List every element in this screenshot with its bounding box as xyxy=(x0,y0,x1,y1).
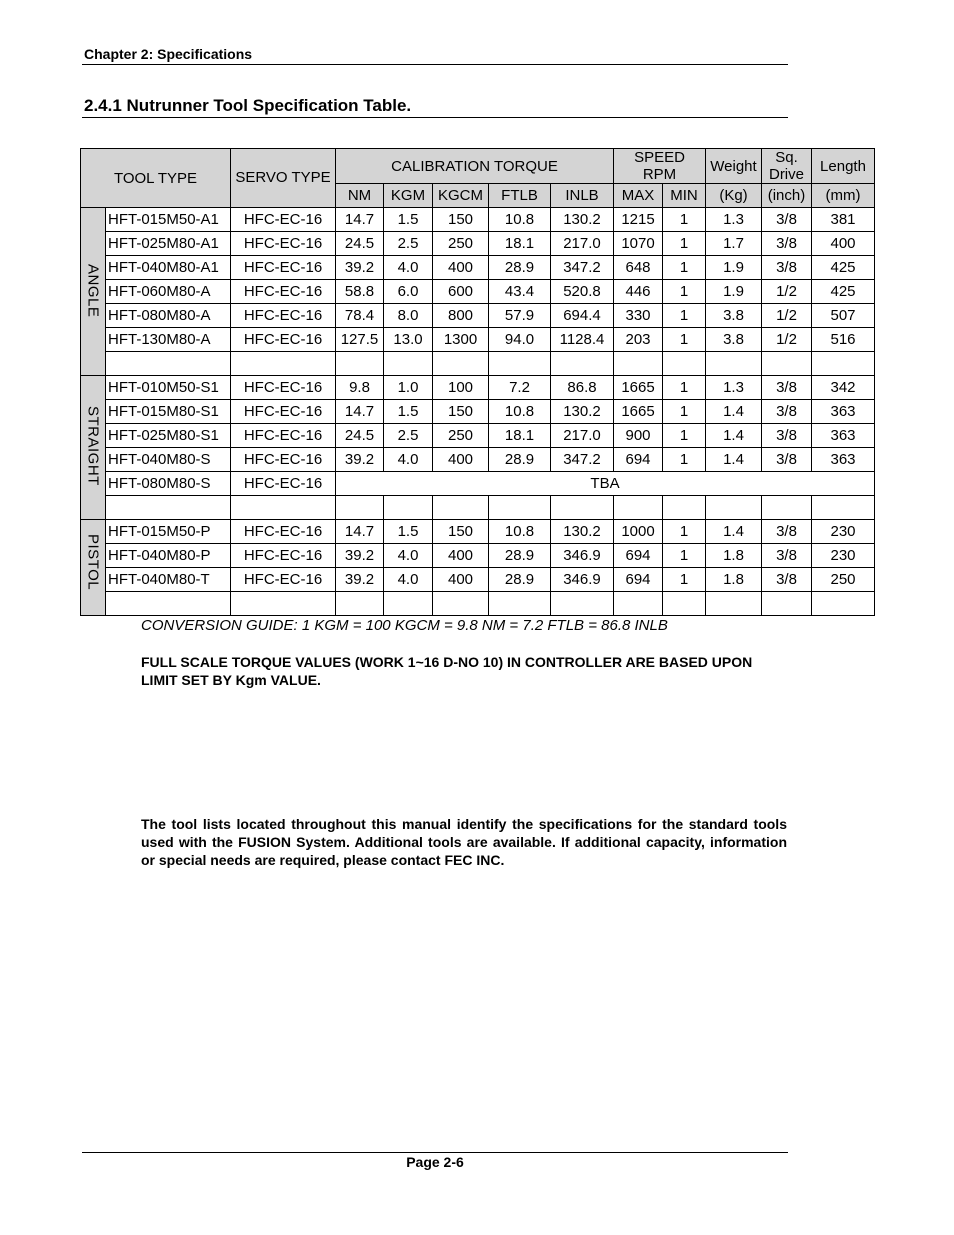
table-cell: 14.7 xyxy=(336,400,384,424)
table-cell: 10.8 xyxy=(489,208,551,232)
table-cell xyxy=(551,496,614,520)
table-cell xyxy=(231,352,336,376)
table-cell: 1128.4 xyxy=(551,328,614,352)
table-cell: 1 xyxy=(663,304,706,328)
tool-name-cell: HFT-015M80-S1 xyxy=(106,400,231,424)
table-cell: 1/2 xyxy=(762,304,812,328)
table-cell: 1 xyxy=(663,208,706,232)
table-cell: 18.1 xyxy=(489,424,551,448)
table-cell: 1 xyxy=(663,328,706,352)
table-cell: 507 xyxy=(812,304,875,328)
header-min: MIN xyxy=(663,184,706,208)
table-cell: 342 xyxy=(812,376,875,400)
table-cell: 28.9 xyxy=(489,568,551,592)
table-cell: 10.8 xyxy=(489,400,551,424)
tool-name-cell: HFT-015M50-A1 xyxy=(106,208,231,232)
table-cell: HFC-EC-16 xyxy=(231,304,336,328)
table-row xyxy=(81,448,875,472)
table-row xyxy=(81,208,875,232)
table-cell: 6.0 xyxy=(384,280,433,304)
table-cell: 1.5 xyxy=(384,400,433,424)
tool-name-cell: HFT-015M50-P xyxy=(106,520,231,544)
blank-row xyxy=(81,352,875,376)
table-cell: 1 xyxy=(663,448,706,472)
table-cell: 3/8 xyxy=(762,520,812,544)
blank-row xyxy=(81,496,875,520)
table-cell: 1 xyxy=(663,568,706,592)
table-cell: 694 xyxy=(614,448,663,472)
table-cell: 363 xyxy=(812,400,875,424)
table-cell: 217.0 xyxy=(551,424,614,448)
table-cell: 363 xyxy=(812,448,875,472)
table-row xyxy=(81,520,875,544)
table-cell xyxy=(663,592,706,616)
table-cell: 347.2 xyxy=(551,448,614,472)
tool-list-note: The tool lists located throughout this manual identify the specifications for the standard tools used with the FUSION System. Additional tools are available. If additional capacity, information or special needs are required, please contact FEC INC. xyxy=(141,816,787,868)
table-cell: 4.0 xyxy=(384,256,433,280)
table-cell: 1.4 xyxy=(706,448,762,472)
header-inlb: INLB xyxy=(551,184,614,208)
table-cell: HFC-EC-16 xyxy=(231,472,336,496)
table-cell: 39.2 xyxy=(336,544,384,568)
section-title: 2.4.1 Nutrunner Tool Specification Table. xyxy=(84,96,412,115)
table-cell: 400 xyxy=(433,544,489,568)
table-cell: 1665 xyxy=(614,376,663,400)
table-cell xyxy=(336,496,384,520)
tool-name-cell: HFT-080M80-A xyxy=(106,304,231,328)
table-cell: HFC-EC-16 xyxy=(231,520,336,544)
table-cell xyxy=(663,496,706,520)
table-cell: 86.8 xyxy=(551,376,614,400)
nutrunner-spec-table xyxy=(80,148,875,616)
header-sq-drive: Sq. Drive xyxy=(762,149,812,184)
table-cell: 425 xyxy=(812,280,875,304)
tool-name-cell: HFT-040M80-P xyxy=(106,544,231,568)
pistol-group xyxy=(81,520,875,616)
table-cell xyxy=(812,496,875,520)
header-inch: (inch) xyxy=(762,184,812,208)
table-cell: 94.0 xyxy=(489,328,551,352)
table-cell: 1665 xyxy=(614,400,663,424)
header-length: Length xyxy=(812,149,875,184)
table-cell: 39.2 xyxy=(336,568,384,592)
header-ftlb: FTLB xyxy=(489,184,551,208)
table-cell xyxy=(663,352,706,376)
tool-name-cell: HFT-060M80-A xyxy=(106,280,231,304)
category-pistol xyxy=(81,520,106,616)
tool-name-cell: HFT-040M80-S xyxy=(106,448,231,472)
table-row xyxy=(81,376,875,400)
table-cell: 8.0 xyxy=(384,304,433,328)
table-cell: 43.4 xyxy=(489,280,551,304)
table-row xyxy=(81,400,875,424)
table-cell: 1300 xyxy=(433,328,489,352)
table-cell: 150 xyxy=(433,400,489,424)
table-cell xyxy=(706,352,762,376)
table-cell: 520.8 xyxy=(551,280,614,304)
category-label: ANGLE xyxy=(84,264,102,318)
table-cell: HFC-EC-16 xyxy=(231,232,336,256)
table-cell: 1 xyxy=(663,400,706,424)
table-cell: 57.9 xyxy=(489,304,551,328)
table-cell: 24.5 xyxy=(336,232,384,256)
table-cell: 9.8 xyxy=(336,376,384,400)
table-cell: 347.2 xyxy=(551,256,614,280)
chapter-header: Chapter 2: Specifications xyxy=(84,46,253,62)
straight-group xyxy=(81,376,875,520)
table-cell: HFC-EC-16 xyxy=(231,256,336,280)
table-cell: 18.1 xyxy=(489,232,551,256)
table-cell xyxy=(489,352,551,376)
table-cell: 330 xyxy=(614,304,663,328)
table-cell: HFC-EC-16 xyxy=(231,280,336,304)
table-cell: 1.9 xyxy=(706,280,762,304)
table-cell: 58.8 xyxy=(336,280,384,304)
table-cell: 400 xyxy=(812,232,875,256)
footer-rule xyxy=(82,1152,788,1153)
table-cell xyxy=(614,496,663,520)
table-cell: 1 xyxy=(663,544,706,568)
table-cell: 150 xyxy=(433,208,489,232)
table-cell xyxy=(762,352,812,376)
full-scale-note: FULL SCALE TORQUE VALUES (WORK 1~16 D-NO 10) IN CONTROLLER ARE BASED UPON LIMIT SET BY Kgm VALUE. xyxy=(141,654,753,688)
table-row xyxy=(81,544,875,568)
table-cell xyxy=(336,352,384,376)
table-cell xyxy=(433,592,489,616)
table-cell: 39.2 xyxy=(336,256,384,280)
table-cell: 1 xyxy=(663,280,706,304)
table-cell: 230 xyxy=(812,544,875,568)
table-cell: 150 xyxy=(433,520,489,544)
table-cell: 3/8 xyxy=(762,400,812,424)
table-cell: 1 xyxy=(663,520,706,544)
category-label: STRAIGHT xyxy=(84,406,102,486)
table-cell: 3/8 xyxy=(762,256,812,280)
table-cell xyxy=(231,496,336,520)
tool-name-cell: HFT-130M80-A xyxy=(106,328,231,352)
table-cell: HFC-EC-16 xyxy=(231,208,336,232)
table-cell: 3/8 xyxy=(762,448,812,472)
tool-name-cell: HFT-025M80-S1 xyxy=(106,424,231,448)
table-row xyxy=(81,232,875,256)
conversion-guide: CONVERSION GUIDE: 1 KGM = 100 KGCM = 9.8 NM = 7.2 FTLB = 86.8 INLB xyxy=(141,617,668,634)
table-cell: 28.9 xyxy=(489,544,551,568)
category-straight xyxy=(81,376,106,520)
table-cell: 1.0 xyxy=(384,376,433,400)
table-cell: 1.4 xyxy=(706,400,762,424)
table-cell: 3/8 xyxy=(762,544,812,568)
table-cell: 900 xyxy=(614,424,663,448)
table-cell xyxy=(762,592,812,616)
table-cell: 1/2 xyxy=(762,328,812,352)
table-cell: 230 xyxy=(812,520,875,544)
table-cell: 1 xyxy=(663,232,706,256)
table-cell: 425 xyxy=(812,256,875,280)
header-kgm: KGM xyxy=(384,184,433,208)
table-cell xyxy=(614,592,663,616)
header-rule xyxy=(82,64,788,65)
category-angle xyxy=(81,208,106,376)
table-cell: 694 xyxy=(614,568,663,592)
table-cell xyxy=(384,592,433,616)
table-cell xyxy=(762,496,812,520)
blank-row xyxy=(81,592,875,616)
table-cell: 203 xyxy=(614,328,663,352)
table-cell: 1.4 xyxy=(706,520,762,544)
table-cell: 24.5 xyxy=(336,424,384,448)
table-cell: 250 xyxy=(433,424,489,448)
tool-name-cell: HFT-040M80-A1 xyxy=(106,256,231,280)
table-cell: 2.5 xyxy=(384,424,433,448)
table-cell: 3/8 xyxy=(762,232,812,256)
table-cell xyxy=(106,496,231,520)
table-cell: 1.4 xyxy=(706,424,762,448)
table-cell: 130.2 xyxy=(551,400,614,424)
table-cell: 3/8 xyxy=(762,568,812,592)
table-cell: 1/2 xyxy=(762,280,812,304)
table-cell: 400 xyxy=(433,568,489,592)
tba-cell: TBA xyxy=(336,472,875,496)
table-cell: 2.5 xyxy=(384,232,433,256)
table-cell: 381 xyxy=(812,208,875,232)
table-cell: 1.3 xyxy=(706,376,762,400)
table-cell: 3/8 xyxy=(762,424,812,448)
table-cell xyxy=(106,352,231,376)
table-cell: 346.9 xyxy=(551,544,614,568)
table-row xyxy=(81,304,875,328)
table-cell: HFC-EC-16 xyxy=(231,328,336,352)
table-cell: 1.5 xyxy=(384,520,433,544)
page-number: Page 2-6 xyxy=(406,1154,464,1170)
table-cell: 400 xyxy=(433,256,489,280)
table-cell xyxy=(384,352,433,376)
table-cell xyxy=(812,592,875,616)
tool-name-cell: HFT-040M80-T xyxy=(106,568,231,592)
table-cell xyxy=(551,352,614,376)
table-cell xyxy=(551,592,614,616)
header-weight: Weight xyxy=(706,149,762,184)
header-mm: (mm) xyxy=(812,184,875,208)
table-cell: 3/8 xyxy=(762,208,812,232)
header-servo-type: SERVO TYPE xyxy=(231,149,336,208)
table-cell: 516 xyxy=(812,328,875,352)
table-cell xyxy=(384,496,433,520)
tool-name-cell: HFT-080M80-S xyxy=(106,472,231,496)
table-cell: HFC-EC-16 xyxy=(231,568,336,592)
table-cell: 130.2 xyxy=(551,520,614,544)
table-cell: 446 xyxy=(614,280,663,304)
table-cell: HFC-EC-16 xyxy=(231,424,336,448)
table-cell: 1.7 xyxy=(706,232,762,256)
table-cell: 130.2 xyxy=(551,208,614,232)
table-row xyxy=(81,568,875,592)
header-kg: (Kg) xyxy=(706,184,762,208)
header-max: MAX xyxy=(614,184,663,208)
table-cell xyxy=(706,592,762,616)
category-label: PISTOL xyxy=(84,534,102,591)
table-cell: 694.4 xyxy=(551,304,614,328)
table-cell: 39.2 xyxy=(336,448,384,472)
header-speed-rpm: SPEED RPM xyxy=(614,149,706,184)
table-cell: 14.7 xyxy=(336,520,384,544)
table-cell: 694 xyxy=(614,544,663,568)
title-rule xyxy=(82,117,788,118)
table-cell: 3/8 xyxy=(762,376,812,400)
table-cell: HFC-EC-16 xyxy=(231,400,336,424)
table-cell: 10.8 xyxy=(489,520,551,544)
table-cell: 1000 xyxy=(614,520,663,544)
table-cell: 4.0 xyxy=(384,544,433,568)
table-cell: 346.9 xyxy=(551,568,614,592)
table-row xyxy=(81,328,875,352)
tool-name-cell: HFT-025M80-A1 xyxy=(106,232,231,256)
table-cell: 1.8 xyxy=(706,544,762,568)
table-cell: 100 xyxy=(433,376,489,400)
table-row xyxy=(81,424,875,448)
table-cell: 1215 xyxy=(614,208,663,232)
table-cell: 28.9 xyxy=(489,256,551,280)
table-cell: 600 xyxy=(433,280,489,304)
table-cell: 1.8 xyxy=(706,568,762,592)
header-kgcm: KGCM xyxy=(433,184,489,208)
table-cell: 127.5 xyxy=(336,328,384,352)
table-cell xyxy=(489,592,551,616)
table-cell: 1070 xyxy=(614,232,663,256)
table-row xyxy=(81,472,875,496)
table-cell: 1.9 xyxy=(706,256,762,280)
table-cell: HFC-EC-16 xyxy=(231,448,336,472)
table-row xyxy=(81,280,875,304)
table-cell: 1.3 xyxy=(706,208,762,232)
tool-name-cell: HFT-010M50-S1 xyxy=(106,376,231,400)
table-cell: 1 xyxy=(663,424,706,448)
table-cell xyxy=(812,352,875,376)
table-cell: HFC-EC-16 xyxy=(231,544,336,568)
header-nm: NM xyxy=(336,184,384,208)
table-cell: 78.4 xyxy=(336,304,384,328)
table-cell: 28.9 xyxy=(489,448,551,472)
table-cell xyxy=(489,496,551,520)
table-cell xyxy=(231,592,336,616)
table-cell: 800 xyxy=(433,304,489,328)
table-cell: 4.0 xyxy=(384,448,433,472)
table-cell: HFC-EC-16 xyxy=(231,376,336,400)
header-tool-type: TOOL TYPE xyxy=(81,149,231,208)
table-cell: 1 xyxy=(663,256,706,280)
table-cell xyxy=(614,352,663,376)
table-cell xyxy=(106,592,231,616)
table-cell: 217.0 xyxy=(551,232,614,256)
table-cell: 3.8 xyxy=(706,304,762,328)
table-row xyxy=(81,256,875,280)
table-cell: 1 xyxy=(663,376,706,400)
table-cell: 363 xyxy=(812,424,875,448)
table-cell: 250 xyxy=(433,232,489,256)
table-cell: 1.5 xyxy=(384,208,433,232)
table-cell: 13.0 xyxy=(384,328,433,352)
table-cell: 250 xyxy=(812,568,875,592)
table-cell: 400 xyxy=(433,448,489,472)
header-calibration-torque: CALIBRATION TORQUE xyxy=(336,149,614,184)
table-cell: 3.8 xyxy=(706,328,762,352)
table-cell: 14.7 xyxy=(336,208,384,232)
table-cell xyxy=(336,592,384,616)
table-cell: 7.2 xyxy=(489,376,551,400)
table-cell xyxy=(433,352,489,376)
table-cell xyxy=(433,496,489,520)
table-cell xyxy=(706,496,762,520)
table-cell: 648 xyxy=(614,256,663,280)
table-cell: 4.0 xyxy=(384,568,433,592)
angle-group xyxy=(81,208,875,376)
